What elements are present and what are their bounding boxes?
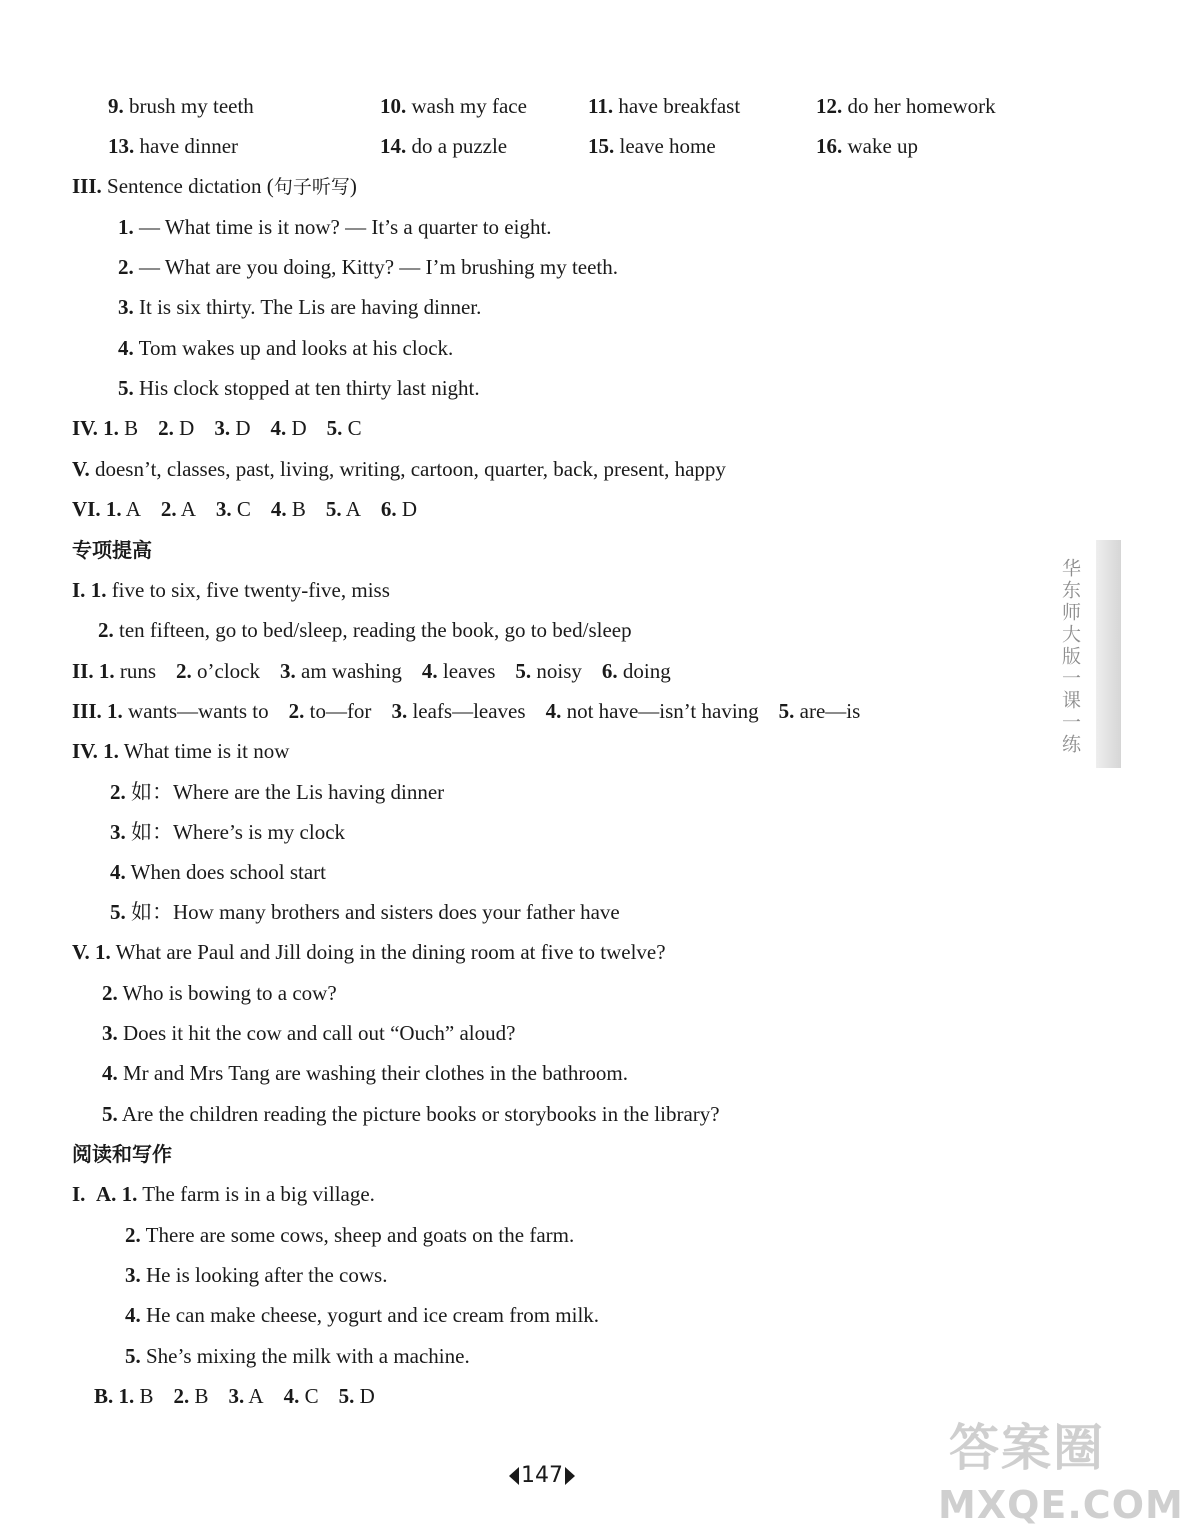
answer-line: 3. Does it hit the cow and call out “Ouch” aloud? [102, 1021, 516, 1045]
side-tab-label: 华东师大版一课一练 [1059, 558, 1081, 756]
phrase-item: 13. have dinner [108, 134, 239, 158]
answer-line: B. 1. B 2. B 3. A 4. C 5. D [94, 1384, 375, 1408]
answer-line: 2. Who is bowing to a cow? [102, 981, 337, 1005]
answer-line: VI. 1. A 2. A 3. C 4. B 5. A 6. D [72, 497, 418, 521]
answer-line: 3. 如：Where’s is my clock [110, 820, 346, 844]
answer-line: 3. He is looking after the cows. [125, 1263, 388, 1287]
section-title: 专项提高 [72, 538, 152, 562]
side-tab-bar [1096, 540, 1121, 768]
phrase-item: 10. wash my face [380, 94, 527, 118]
watermark-top-text: 答案圈 [949, 1419, 1105, 1477]
phrase-item: 14. do a puzzle [380, 134, 508, 158]
answer-line: 4. Tom wakes up and looks at his clock. [118, 336, 454, 360]
phrase-item: 16. wake up [816, 134, 919, 158]
answer-line: 5. His clock stopped at ten thirty last night. [118, 376, 480, 400]
answer-line: 4. He can make cheese, yogurt and ice cream from milk. [125, 1303, 600, 1327]
answer-line: V. 1. What are Paul and Jill doing in the dining room at five to twelve? [72, 940, 666, 964]
watermark-logo [938, 1418, 1184, 1530]
answer-line: III. 1. wants—wants to 2. to—for 3. leafs—leaves 4. not have—isn’t having 5. are—is [72, 699, 861, 723]
answer-line: 4. Mr and Mrs Tang are washing their clothes in the bathroom. [102, 1061, 628, 1085]
triangle-left-icon [509, 1467, 519, 1485]
answer-line: 5. Are the children reading the picture books or storybooks in the library? [102, 1102, 720, 1126]
phrase-item: 12. do her homework [816, 94, 996, 118]
answer-line: 5. 如：How many brothers and sisters does your father have [110, 900, 620, 924]
phrase-item: 9. brush my teeth [108, 94, 254, 118]
section-title: 阅读和写作 [72, 1142, 172, 1166]
triangle-right-icon [565, 1467, 575, 1485]
answer-line: 2. There are some cows, sheep and goats on the farm. [125, 1223, 575, 1247]
answer-line: IV. 1. What time is it now [72, 739, 290, 763]
phrase-item: 15. leave home [588, 134, 716, 158]
answer-line: 1. — What time is it now? — It’s a quarter to eight. [118, 215, 552, 239]
section-heading: III. Sentence dictation (句子听写) [72, 174, 357, 198]
answer-line: 2. — What are you doing, Kitty? — I’m brushing my teeth. [118, 255, 619, 279]
answer-line: 2. 如：Where are the Lis having dinner [110, 780, 445, 804]
answer-line: 5. She’s mixing the milk with a machine. [125, 1344, 470, 1368]
answer-line: I. 1. five to six, five twenty-five, miss [72, 578, 390, 602]
answer-line: 3. It is six thirty. The Lis are having dinner. [118, 295, 482, 319]
watermark-url-text: MXQE.COM [938, 1483, 1184, 1527]
phrase-item: 11. have breakfast [588, 94, 741, 118]
answer-line: V. doesn’t, classes, past, living, writing, cartoon, quarter, back, present, happy [72, 457, 726, 481]
page-number: 147 [492, 1462, 592, 1490]
answer-line: IV. 1. B 2. D 3. D 4. D 5. C [72, 416, 362, 440]
answer-line: 2. ten fifteen, go to bed/sleep, reading the book, go to bed/sleep [98, 618, 632, 642]
answer-line: II. 1. runs 2. o’clock 3. am washing 4. leaves 5. noisy 6. doing [72, 659, 671, 683]
answer-line: I. A. 1. The farm is in a big village. [72, 1182, 375, 1206]
answer-line: 4. When does school start [110, 860, 326, 884]
